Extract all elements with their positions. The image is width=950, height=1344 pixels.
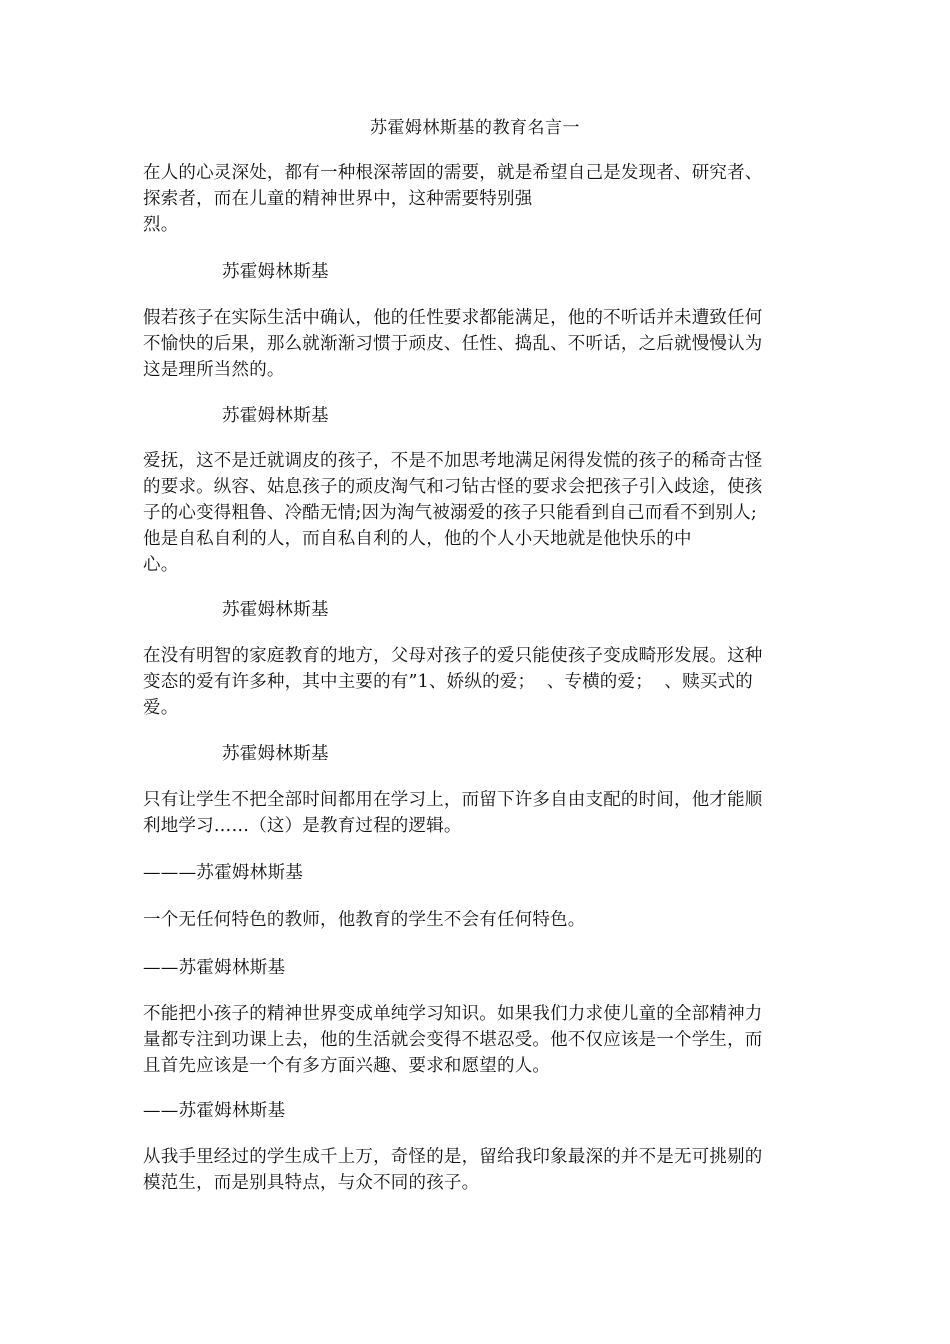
- quote-paragraph-3: [143, 448, 813, 578]
- document-title: 苏霍姆林斯基的教育名言一: [370, 118, 580, 138]
- text-line: 心。: [143, 555, 179, 575]
- quote-paragraph-4: [143, 643, 813, 721]
- text-line: 从我手里经过的学生成千上万，奇怪的是，留给我印象最深的并不是无可挑剔的: [143, 1147, 763, 1167]
- quote-paragraph-7: [143, 1001, 813, 1079]
- text-line: 的要求。纵容、姑息孩子的顽皮淘气和刁钻古怪的要求会把孩子引入歧途，使孩: [143, 477, 763, 497]
- quote-author-7: ——苏霍姆林斯基: [143, 1101, 286, 1121]
- quote-author-4: 苏霍姆林斯基: [222, 744, 329, 764]
- quote-paragraph-8: [143, 1144, 813, 1196]
- text-line: 在人的心灵深处，都有一种根深蒂固的需要，就是希望自己是发现者、研究者、: [143, 163, 763, 183]
- text-line: 这是理所当然的。: [143, 360, 285, 380]
- text-line: 爱。: [143, 698, 179, 718]
- quote-author-2: 苏霍姆林斯基: [222, 406, 329, 426]
- text-line: 他是自私自利的人，而自私自利的人，他的个人小天地就是他快乐的中: [143, 529, 692, 549]
- quote-paragraph-6: [143, 907, 813, 933]
- text-line: 一个无任何特色的教师，他教育的学生不会有任何特色。: [143, 910, 586, 930]
- text-line: 变态的爱有许多种，其中主要的有”1、娇纵的爱； 、专横的爱； 、赎买式的: [143, 672, 753, 692]
- text-line: 且首先应该是一个有多方面兴趣、要求和愿望的人。: [143, 1056, 551, 1076]
- text-line: 不愉快的后果，那么就渐渐习惯于顽皮、任性、捣乱、不听话，之后就慢慢认为: [143, 334, 763, 354]
- text-line: 子的心变得粗鲁、冷酷无情;因为淘气被溺爱的孩子只能看到自己而看不到别人;: [143, 503, 757, 523]
- quote-paragraph-2: [143, 305, 813, 383]
- text-line: 模范生，而是别具特点，与众不同的孩子。: [143, 1173, 480, 1193]
- text-line: 利地学习……（这）是教育过程的逻辑。: [143, 816, 462, 836]
- quote-author-6: ——苏霍姆林斯基: [143, 958, 286, 978]
- quote-author-3: 苏霍姆林斯基: [222, 600, 329, 620]
- text-line: 探索者，而在儿童的精神世界中，这种需要特别强: [143, 189, 533, 209]
- text-line: 烈。: [143, 215, 179, 235]
- quote-author-5: ———苏霍姆林斯基: [143, 863, 304, 883]
- text-line: 量都专注到功课上去，他的生活就会变得不堪忍受。他不仅应该是一个学生，而: [143, 1030, 763, 1050]
- quote-author-1: 苏霍姆林斯基: [222, 262, 329, 282]
- text-line: 假若孩子在实际生活中确认，他的任性要求都能满足，他的不听话并未遭致任何: [143, 308, 763, 328]
- text-line: 爱抚，这不是迁就调皮的孩子，不是不加思考地满足闲得发慌的孩子的稀奇古怪: [143, 451, 763, 471]
- quote-paragraph-5: [143, 787, 813, 839]
- text-line: 只有让学生不把全部时间都用在学习上，而留下许多自由支配的时间，他才能顺: [143, 790, 763, 810]
- text-line: 在没有明智的家庭教育的地方，父母对孩子的爱只能使孩子变成畸形发展。这种: [143, 646, 763, 666]
- text-line: 不能把小孩子的精神世界变成单纯学习知识。如果我们力求使儿童的全部精神力: [143, 1004, 763, 1024]
- quote-paragraph-1: [143, 160, 813, 238]
